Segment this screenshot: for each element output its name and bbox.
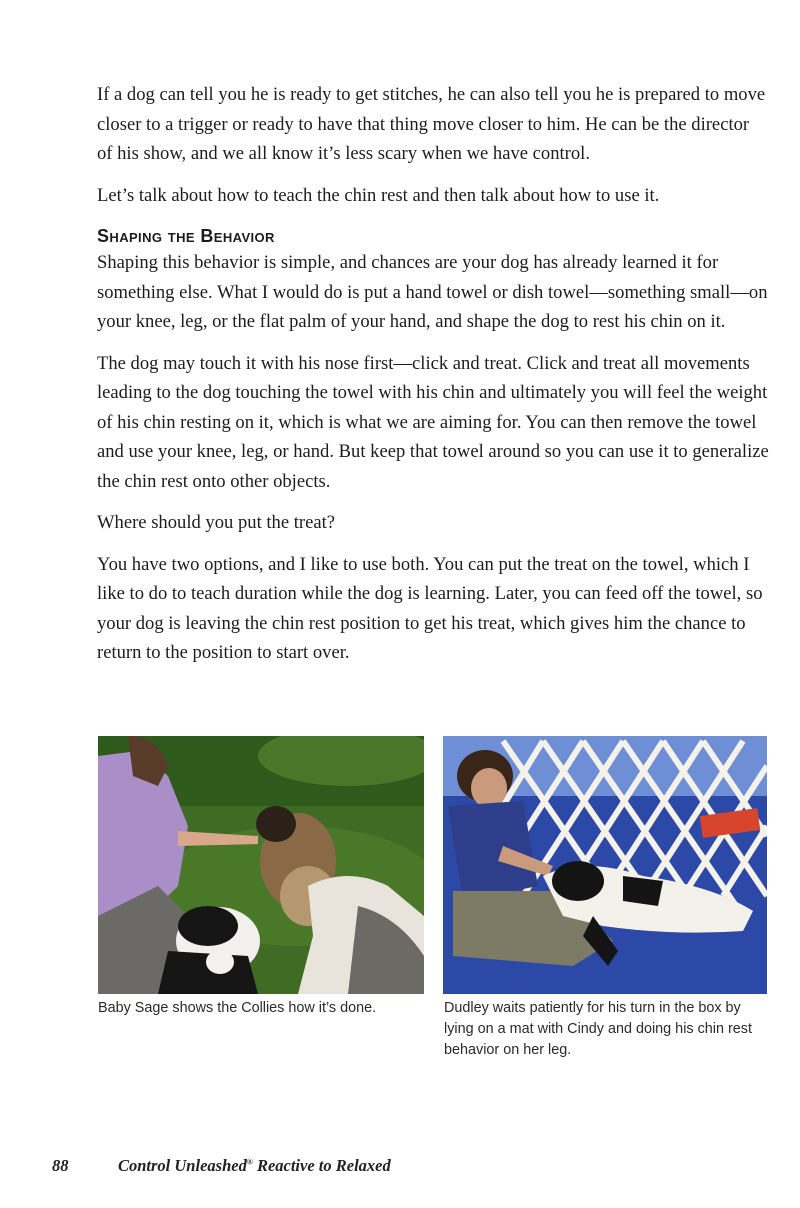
book-title-rest: Reactive to Relaxed: [252, 1156, 391, 1175]
photo-baby-sage: [98, 736, 424, 994]
page-number: 88: [52, 1156, 69, 1175]
paragraph-5: Where should you put the treat?: [97, 512, 336, 533]
book-title: [118, 1156, 391, 1175]
caption-left: Baby Sage shows the Collies how it’s done.: [98, 1000, 377, 1016]
paragraph-4: The dog may touch it with his nose first—click and treat. Click and treat all movements leading to the dog touching the towel with his chin and ultimately you will feel the weight of his chin resting on it, which is what we are aiming for. You can then remove the towel and use your knee, leg, or hand. But keep that towel around so you can use it to generalize the chin rest onto other objects.: [97, 352, 769, 492]
caption-right: Dudley waits patiently for his turn in the box by lying on a mat with Cindy and doing his chin rest behavior on her leg.: [444, 1000, 752, 1058]
main-text: [97, 80, 769, 680]
photo-dudley: [443, 736, 767, 994]
paragraph-3: Shaping this behavior is simple, and chances are your dog has already learned it for something else. What I would do is put a hand towel or dish towel—something small—on your knee, leg, or the flat palm of your hand, and shape the dog to rest his chin on it.: [97, 252, 768, 332]
paragraph-1: If a dog can tell you he is ready to get stitches, he can also tell you he is prepared to move closer to a trigger or ready to have that thing move closer to him. He can be the director of his show, and we all know it’s less scary when we have control.: [97, 84, 766, 164]
registered-mark: ®: [246, 1157, 253, 1167]
page-footer: [52, 1156, 391, 1176]
paragraph-2: Let’s talk about how to teach the chin rest and then talk about how to use it.: [97, 184, 660, 206]
section-heading: Shaping the Behavior: [97, 226, 275, 246]
book-title-main: Control Unleashed: [118, 1156, 247, 1175]
paragraph-6: You have two options, and I like to use both. You can put the treat on the towel, which I like to do to teach duration while the dog is learning. Later, you can feed off the towel, so your dog is leaving the chin rest position to get his treat, which gives him the chance to return to the position to start over.: [97, 553, 763, 663]
